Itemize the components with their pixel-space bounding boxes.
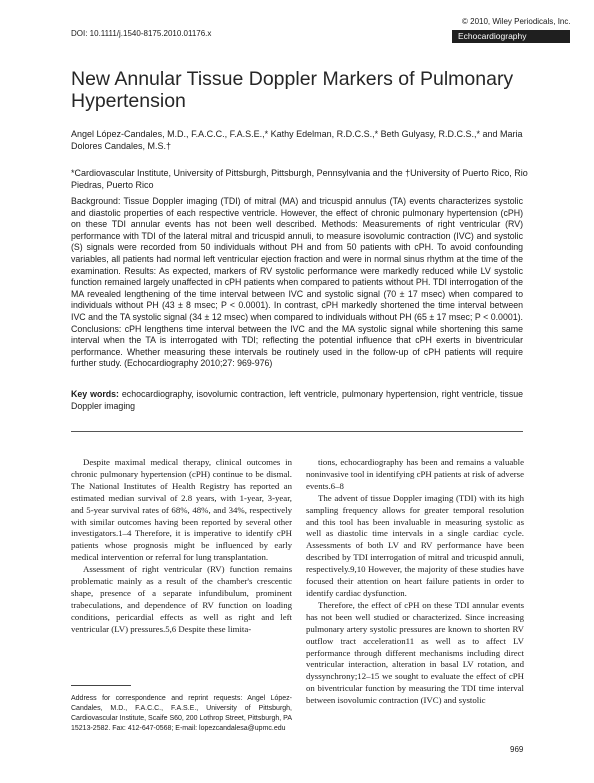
- correspondence-footnote: Address for correspondence and reprint requests: Angel López-Candales, M.D., F.A.C.C., F.A.S.E., University of Pittsburgh, Cardiovascular Institute, Scaife S60, 200 Lothrop Street, Pittsburgh, PA 15213-2582. Fax: 412-647-0568; E-mail: lopezcandalesa@upmc.edu: [71, 695, 292, 732]
- article-title: New Annular Tissue Doppler Markers of Pulmonary Hypertension: [71, 68, 514, 112]
- section-divider: [71, 431, 523, 432]
- body-paragraph: tions, echocardiography has been and remains a valuable noninvasive tool in identifying cPH patients at risk of adverse events.6–8: [306, 457, 524, 491]
- body-column-left: [71, 457, 292, 636]
- body-paragraph: Therefore, the effect of cPH on these TDI annular events has not been well studied or characterized. Since increasing pulmonary artery systolic pressures are known to shorten RV outflow tract acceleration11 as well as to affect LV performance through different mechanisms including direct ventricular interaction, alteration in basal LV rotation, and dyssynchrony;12–15 we sought to evaluate the effect of cPH on biventricular function by measuring the TDI time interval between isovolumic contraction (IVC) and systolic: [306, 599, 524, 706]
- journal-name-banner: Echocardiography: [452, 30, 570, 43]
- body-paragraph: Assessment of right ventricular (RV) function remains problematic mainly as a result of the chamber's crescentic shape, presence of a separate infundibulum, prominent trabeculations, and dependence of RV function on loading conditions, pericardial effects as well as right and left ventricular (LV) pressures.5,6 Despite these limita-: [71, 564, 292, 634]
- body-paragraph: Despite maximal medical therapy, clinical outcomes in chronic pulmonary hypertension (cPH) continue to be dismal. The National Institutes of Health Registry has reported an estimated median survival of 2.8 years, with 1-year, 3-year, and 5-year survival rates of 68%, 48%, and 34%, respectively with similar outcomes having been reported by several other investigators.1–4 Therefore, it is imperative to identify cPH patients whose prognosis might be influenced by early medical intervention or referral for lung transplantation.: [71, 457, 292, 563]
- author-list: Angel López-Candales, M.D., F.A.C.C., F.A.S.E.,* Kathy Edelman, R.D.C.S.,* Beth Gulyasy, R.D.C.S.,* and Maria Dolores Candales, M.S.†: [71, 129, 523, 151]
- body-column-right: [306, 457, 524, 707]
- doi: DOI: 10.1111/j.1540-8175.2010.01176.x: [71, 29, 212, 38]
- page-number: 969: [510, 745, 524, 754]
- keywords-label: Key words:: [71, 389, 119, 399]
- affiliations: *Cardiovascular Institute, University of Pittsburgh, Pittsburgh, Pennsylvania and the †University of Puerto Rico, Rio Piedras, Puerto Rico: [71, 168, 528, 190]
- footnote-divider: [71, 685, 131, 686]
- keywords-text: echocardiography, isovolumic contraction, left ventricle, pulmonary hypertension, right ventricle, tissue Doppler imaging: [71, 389, 523, 411]
- body-paragraph: The advent of tissue Doppler imaging (TDI) with its high sampling frequency allows for greater temporal resolution and this tool has been invaluable in measuring systolic as well as diastolic time intervals in a single cardiac cycle. Assessments of both LV and RV performance have been described by TDI interrogation of mitral and tricuspid annuli, respectively.9,10 However, the majority of these studies have focused their attention on heart failure patients in order to identify cardiac dysfunction.: [306, 492, 524, 598]
- keywords: [71, 389, 523, 412]
- copyright-notice: © 2010, Wiley Periodicals, Inc.: [462, 17, 571, 26]
- abstract: Background: Tissue Doppler imaging (TDI) of mitral (MA) and tricuspid annulus (TA) events characterizes systolic and diastolic properties of each respective ventricle. However, the effect of chronic pulmonary hypertension (cPH) on these TDI annular events has not been well described. Methods: Measurements of right ventricular (RV) performance with TDI of the lateral mitral and tricuspid annuli, to measure isovolumic contraction (IVC) and systolic (S) signals were recorded from 50 individuals without PH and from 50 patients with cPH. To avoid confounding variables, all patients had normal left ventricular ejection fraction and were in normal sinus rhythm at the time of the examination. Results: As expected, markers of RV systolic performance were markedly reduced while LV systolic function remained largely unaffected in cPH patients when compared to patients without PH. TDI interrogation of the MA revealed lengthening of the time interval between IVC and systolic signal (70 ± 17 msec) when compared to individuals without PH (43 ± 8 msec; P < 0.0001). In contrast, cPH markedly shortened the time interval between IVC and the TA systolic signal (34 ± 12 msec) when compared to individuals without PH (65 ± 17 msec; P < 0.0001). Conclusions: cPH lengthens time interval between the IVC and the MA systolic signal while shortening this same interval when the TA is interrogated with TDI; reflecting the potential influence that cPH exerts in biventricular performance. Whether measuring these intervals be routinely used in the follow-up of cPH patients will require further study. (Echocardiography 2010;27: 969-976): [71, 196, 523, 369]
